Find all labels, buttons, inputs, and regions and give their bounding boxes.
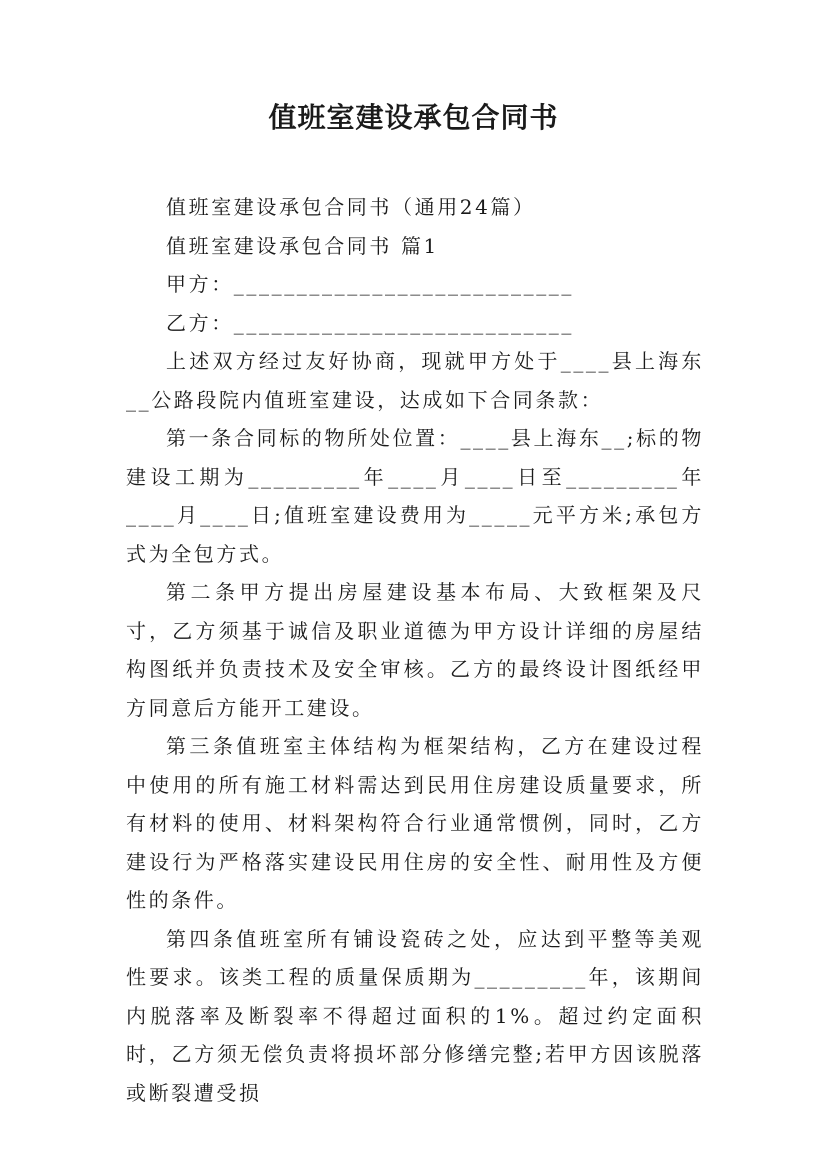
document-body [126, 188, 704, 1112]
party-a-line: 甲方：___________________________ [166, 272, 574, 296]
subtitle-line: 值班室建设承包合同书（通用24篇） [166, 195, 536, 219]
article-4-paragraph: 第四条值班室所有铺设瓷砖之处，应达到平整等美观性要求。该类工程的质量保质期为_________年，该期间内脱落率及断裂率不得超过面积的1%。超过约定面积时，乙方须无偿负责将损坏部分修缮完整;若甲方因该脱落或断裂遭受损 [126, 926, 704, 1105]
document-title: 值班室建设承包合同书 [268, 101, 559, 134]
party-b-line: 乙方：___________________________ [166, 310, 574, 335]
article-3-paragraph: 第三条值班室主体结构为框架结构，乙方在建设过程中使用的所有施工材料需达到民用住房建设质量要求，所有材料的使用、材料架构符合行业通常惯例，同时，乙方建设行为严格落实建设民用住房的安全性、耐用性及方便性的条件。 [126, 734, 704, 912]
article-2-paragraph: 第二条甲方提出房屋建设基本布局、大致框架及尺寸，乙方须基于诚信及职业道德为甲方设计详细的房屋结构图纸并负责技术及安全审核。乙方的最终设计图纸经甲方同意后方能开工建设。 [126, 580, 704, 720]
article-1-paragraph: 第一条合同标的物所处位置：____县上海东__;标的物建设工期为_________年____月____日至_________年____月____日;值班室建设费用为_____元平方米;承包方式为全包方式。 [126, 426, 704, 566]
preamble-paragraph: 上述双方经过友好协商，现就甲方处于____县上海东__公路段院内值班室建设，达成如下合同条款： [126, 349, 704, 412]
section-heading: 值班室建设承包合同书 篇1 [166, 233, 439, 258]
